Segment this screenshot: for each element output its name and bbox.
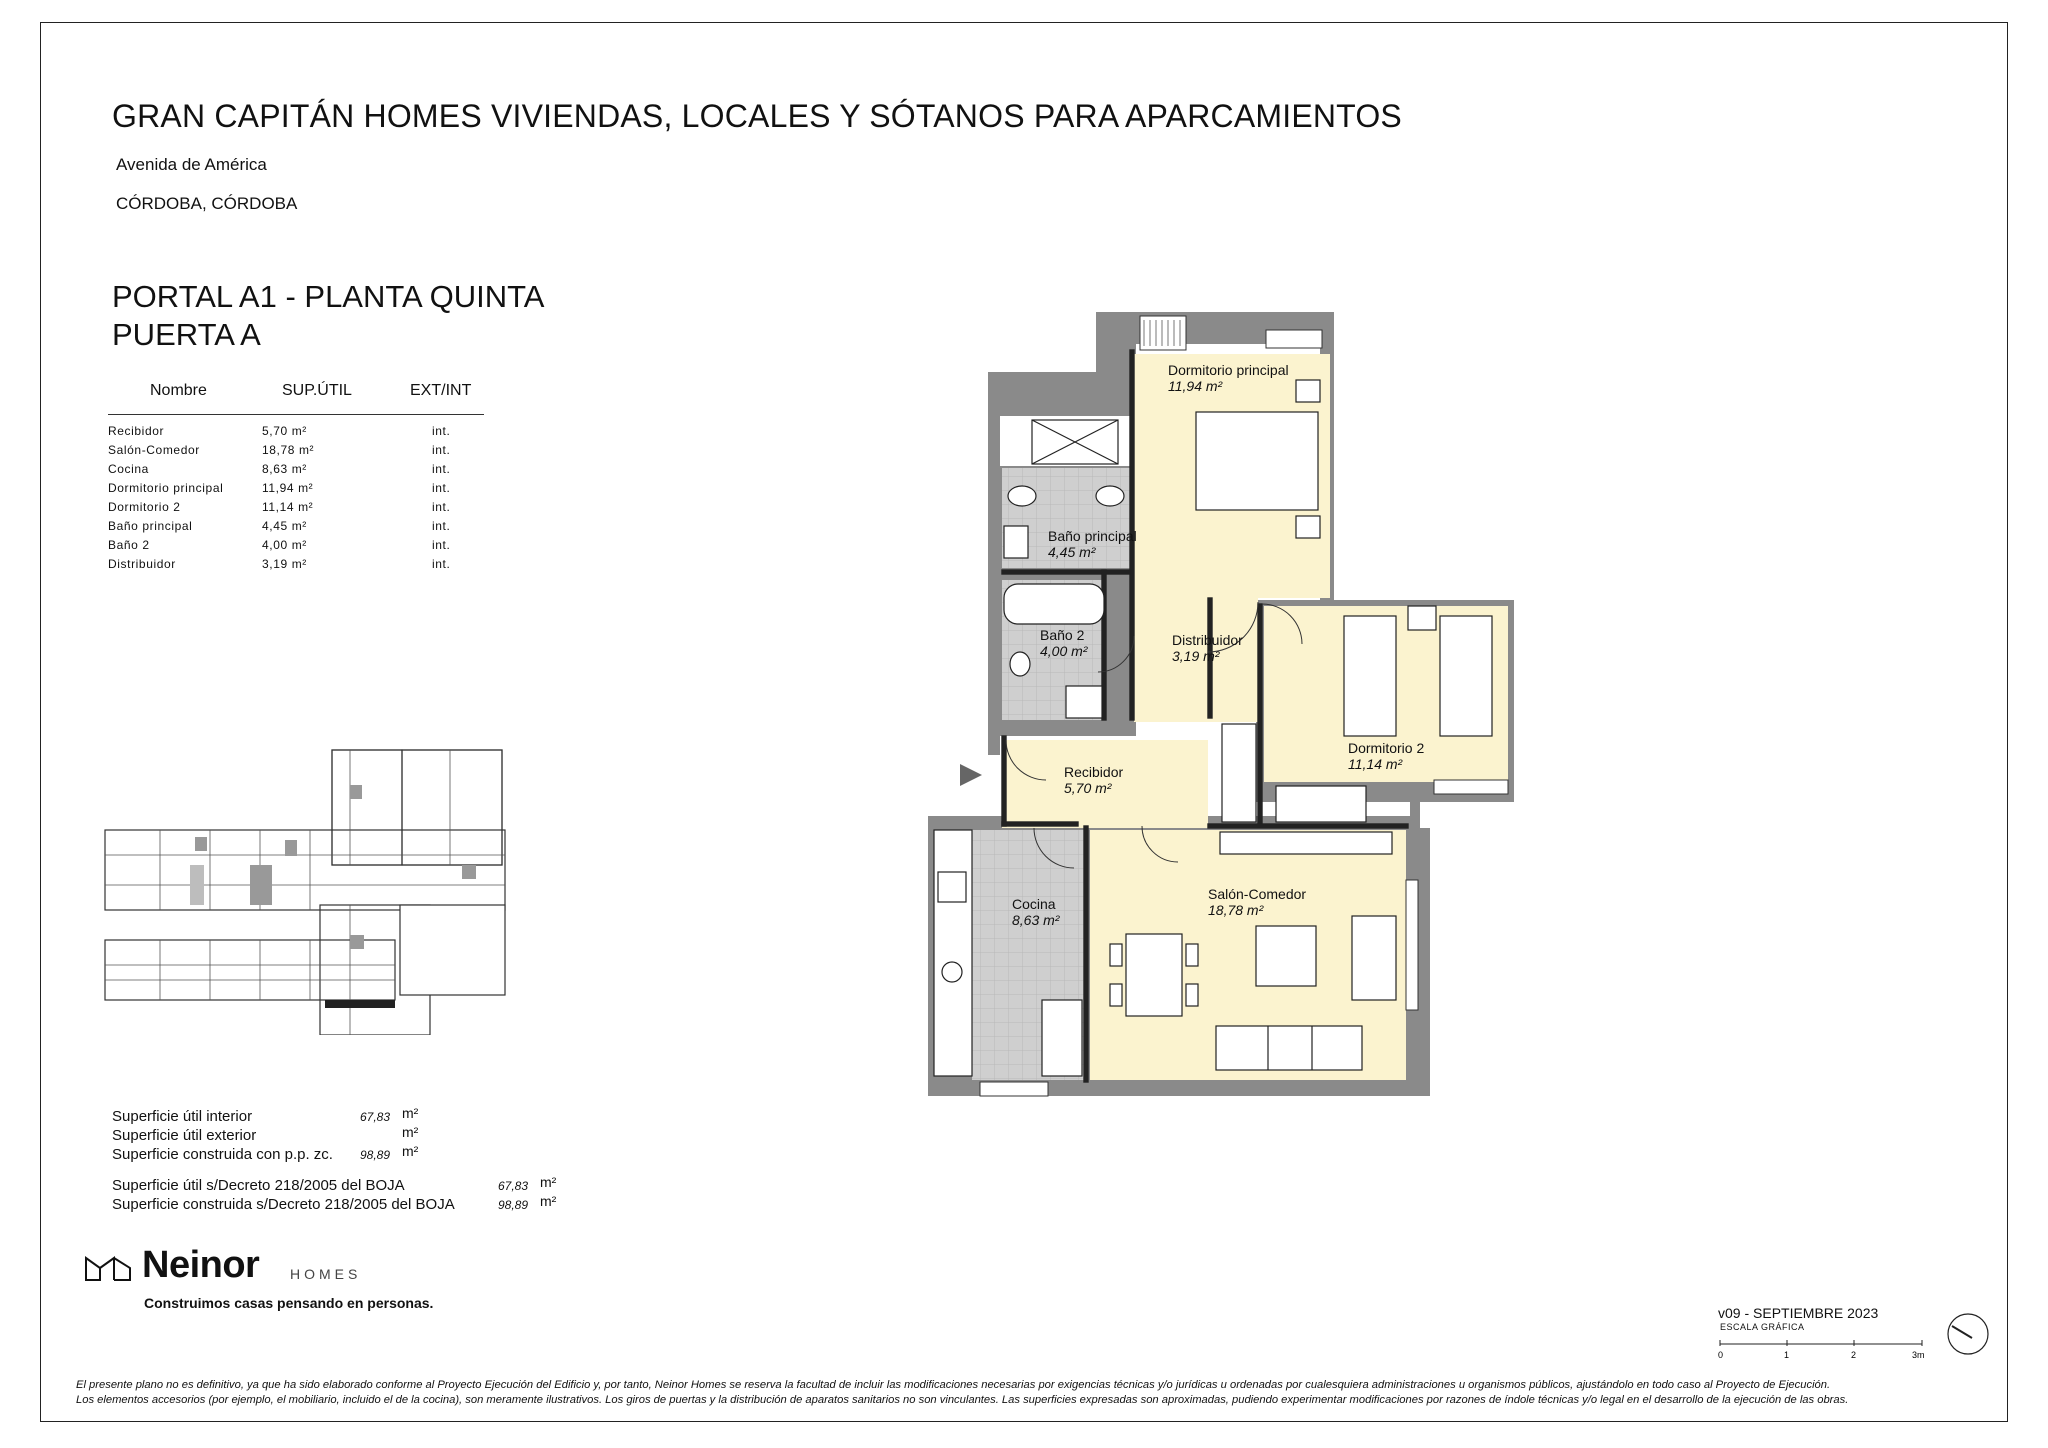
armchair [1352,916,1396,1000]
surface-decree-util [112,1174,557,1194]
version-label: v09 - SEPTIEMBRE 2023 [1718,1305,1879,1321]
address-city: CÓRDOBA, CÓRDOBA [116,194,298,213]
surface-exterior-unit: m² [402,1124,419,1140]
surface-interior-label: Superficie útil interior [112,1108,253,1125]
label-salon: Salón-Comedor [1208,886,1307,902]
table-header-name: Nombre [150,382,207,399]
label-recibidor: Recibidor [1064,764,1124,780]
unit-door: PUERTA A [112,317,261,352]
scale-label: ESCALA GRÁFICA [1720,1322,1805,1332]
disclaimer [76,1378,1996,1408]
room-area: 18,78 m² [262,443,315,457]
label-dormitorio-principal: Dormitorio principal [1168,362,1289,378]
coffee-table [1256,926,1316,986]
area-bano-principal: 4,45 m² [1048,544,1096,560]
north-compass-icon [1946,1312,1990,1356]
kitchen-counter [934,830,972,1076]
scale-bar [1714,1334,1934,1364]
room-area: 11,94 m² [262,481,314,495]
surface-decree-built-unit: m² [540,1193,557,1209]
label-distribuidor: Distribuidor [1172,632,1243,648]
table-row [108,443,488,462]
label-dormitorio-2: Dormitorio 2 [1348,740,1425,756]
wardrobe [1222,724,1256,822]
table-row [108,462,488,481]
sideboard [1220,832,1392,854]
surface-built-unit: m² [402,1143,419,1159]
surface-interior-unit: m² [402,1105,419,1121]
surface-decree-built-label: Superficie construida s/Decreto 218/2005 del BOJA [112,1196,455,1213]
unit-portal: PORTAL A1 - PLANTA QUINTA [112,279,545,314]
washbasin [1004,526,1028,558]
room-type: int. [432,443,451,457]
rooms-table [108,424,488,576]
room-name: Cocina [108,462,149,476]
surface-decree-built-value: 98,89 [498,1198,529,1212]
area-dormitorio-2: 11,14 m² [1348,756,1403,772]
area-recibidor: 5,70 m² [1064,780,1112,796]
surface-built [112,1143,419,1163]
single-bed [1440,616,1492,736]
room-name: Distribuidor [108,557,176,571]
disclaimer-line-2: Los elementos accesorios (por ejemplo, el mobiliario, incluido el de la cocina), son meramente ilustrativos. Los giros de puertas y la distribución de aparatos sanitarios no son vinculantes. Las superficies expresadas son aproximadas, pudiendo experimentar modificaciones por razones de índole técnicas y/o legal en el desarrollo de la ejecución de las obras. [76,1394,1849,1406]
entry-arrow-icon [960,764,982,786]
surface-exterior [112,1124,419,1144]
room-name: Salón-Comedor [108,443,200,457]
room-name: Dormitorio principal [108,481,224,495]
toilet [1008,486,1036,506]
room-type: int. [432,519,451,533]
label-bano-2: Baño 2 [1040,627,1085,643]
brand-name: Neinor [142,1244,260,1286]
table-header-area: SUP.ÚTIL [282,382,352,399]
surface-decree-util-unit: m² [540,1174,557,1190]
area-dormitorio-principal: 11,94 m² [1168,378,1223,394]
room-area: 3,19 m² [262,557,307,571]
room-type: int. [432,462,451,476]
scale-tick: 0 [1718,1350,1724,1360]
bathtub [1004,584,1104,624]
room-type: int. [432,424,451,438]
sink [938,872,966,902]
sofa [1216,1026,1362,1070]
room-area: 5,70 m² [262,424,307,438]
room-type: int. [432,557,451,571]
floor-plan [920,300,1520,1100]
address-street: Avenida de América [116,155,267,174]
brand-sub: HOMES [290,1266,362,1282]
surface-interior [112,1105,419,1125]
table-rule [108,414,484,415]
table-row [108,500,488,519]
room-area: 11,14 m² [262,500,314,514]
room-name: Baño principal [108,519,193,533]
brand-tagline: Construimos casas pensando en personas. [144,1295,434,1311]
surface-decree-util-label: Superficie útil s/Decreto 218/2005 del BOJA [112,1177,405,1194]
room-area: 4,45 m² [262,519,307,533]
dining-table [1126,934,1182,1016]
area-salon: 18,78 m² [1208,902,1264,918]
scale-tick: 3m [1912,1350,1925,1360]
key-plan [100,745,520,1035]
scale-tick: 2 [1851,1350,1857,1360]
room-name: Dormitorio 2 [108,500,181,514]
single-bed [1344,616,1396,736]
disclaimer-line-1: El presente plano no es definitivo, ya que ha sido elaborado conforme al Proyecto Ejecución del Edificio y, por tanto, Neinor Homes se reserva la facultad de incluir las modificaciones necesarias por exigencias técnicas y/o jurídicas u ordenadas por cualesquiera administraciones u organismos públicos, ajustándolo en todo caso al Proyecto de Ejecución. [76,1379,1831,1391]
surface-decree-built [112,1193,557,1213]
wardrobe [1276,786,1366,822]
hob [942,962,962,982]
area-bano-2: 4,00 m² [1040,643,1088,659]
label-cocina: Cocina [1012,896,1056,912]
table-row [108,538,488,557]
surface-decree-util-value: 67,83 [498,1179,529,1193]
table-row [108,481,488,500]
room-type: int. [432,481,451,495]
label-bano-principal: Baño principal [1048,528,1137,544]
room-name: Recibidor [108,424,165,438]
table-row [108,424,488,443]
room-name: Baño 2 [108,538,150,552]
neinor-mark-icon [84,1250,132,1286]
surface-built-value: 98,89 [360,1148,391,1162]
scale-tick: 1 [1784,1350,1790,1360]
unit-title [112,278,544,354]
double-bed [1196,412,1318,510]
surface-interior-value: 67,83 [360,1110,391,1124]
room-type: int. [432,538,451,552]
surface-exterior-label: Superficie útil exterior [112,1127,257,1144]
area-distribuidor: 3,19 m² [1172,648,1220,664]
room-area: 4,00 m² [262,538,307,552]
surface-built-label: Superficie construida con p.p. zc. [112,1146,333,1163]
room-type: int. [432,500,451,514]
area-cocina: 8,63 m² [1012,912,1060,928]
project-title: GRAN CAPITÁN HOMES VIVIENDAS, LOCALES Y SÓTANOS PARA APARCAMIENTOS [112,98,1402,134]
room-area: 8,63 m² [262,462,307,476]
table-row [108,557,488,576]
table-header-type: EXT/INT [410,382,472,399]
table-row [108,519,488,538]
